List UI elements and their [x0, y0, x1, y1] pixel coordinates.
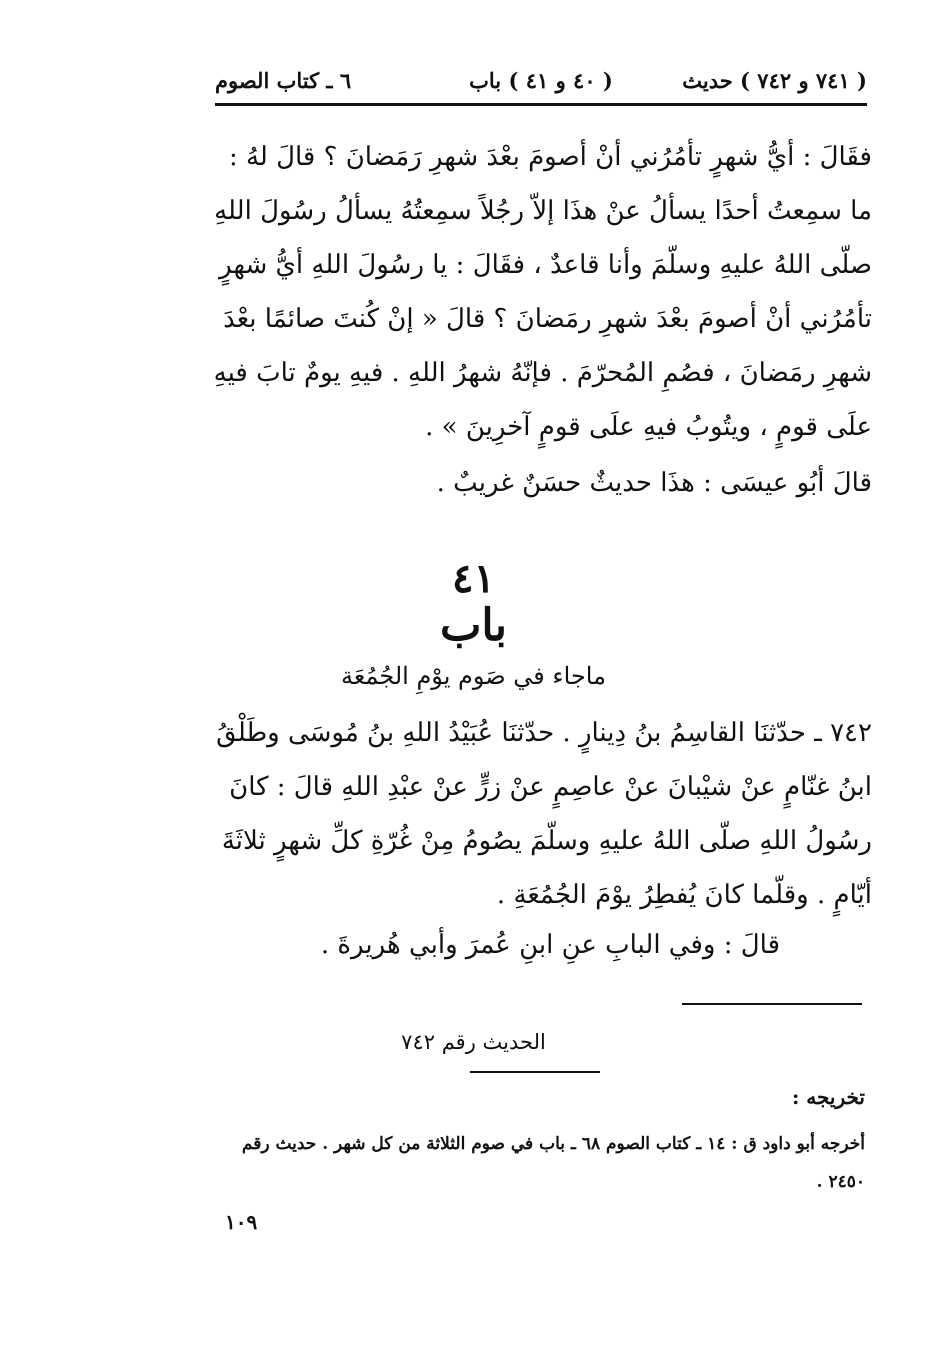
hadith-passage-742: ٧٤٢ ـ حدّثنَا القاسِمُ بنُ دِينارٍ . حدّثنَا عُبَيْدُ اللهِ بنُ مُوسَى وطَلْقُ ابنُ غنّامٍ عنْ شيْبانَ عنْ عاصِمٍ عنْ زرٍّ عنْ عبْدِ اللهِ قالَ : كانَ رسُولُ اللهِ صلّى اللهُ عليهِ وسلّمَ يصُومُ مِنْ غُرّةِ كلِّ شهرٍ ثلاثَةَ أيّامٍ . وقلّما كانَ يُفطِرُ يوْمَ الجُمُعَةِ .	[216, 718, 872, 910]
hadith-passage-741: فقَالَ : أيُّ شهرٍ تأمُرُني أنْ أصومَ بعْدَ شهرِ رَمَضانَ ؟ قالَ لهُ : ما سمِعتُ أحدًا يسألُ عنْ هذَا إلاّ رجُلاً سمِعتُهُ يسألُ رسُولَ اللهِ صلّى اللهُ عليهِ وسلّمَ وأنا قاعدٌ ، فقَالَ : يا رسُولَ اللهِ أيُّ شهرٍ تأمُرُني أنْ أصومَ بعْدَ شهرِ رمَضانَ ؟ قالَ « إنْ كُنتَ صائمًا بعْدَ شهرِ رمَضانَ ، فصُمِ المُحرّمَ . فإنّهُ شهرُ اللهِ . فيهِ يومٌ تابَ فيهِ علَى قومٍ ، ويتُوبُ فيهِ علَى قومٍ آخرِينَ » .	[213, 142, 872, 442]
footnote-heading-underline	[470, 1071, 600, 1073]
header-book-title: ٦ ـ كتاب الصوم	[215, 67, 352, 93]
abu-isa-comment: قالَ أبُو عيسَى : هذَا حديثٌ حسَنٌ غريبٌ .	[436, 468, 872, 498]
header-rule	[215, 103, 867, 106]
footnote-separator	[682, 1003, 862, 1005]
takhrij-label: تخريجه :	[791, 1085, 865, 1109]
chapter-title: ماجاء في صَوم يوْمِ الجُمُعَة	[341, 662, 606, 690]
chapter-references-note: قالَ : وفي البابِ عنِ ابنِ عُمرَ وأبي هُريرةَ .	[320, 930, 780, 960]
running-header	[215, 60, 867, 100]
header-chapter-range: ( ٤٠ و ٤١ ) باب	[469, 67, 613, 93]
footnote-heading: الحديث رقم ٧٤٢	[401, 1030, 546, 1054]
chapter-label: باب	[439, 600, 508, 651]
page-number: ١٠٩	[225, 1210, 258, 1234]
takhrij-text: أخرجه أبو داود ق : ١٤ ـ كتاب الصوم ٦٨ ـ باب في صوم الثلاثة من كل شهر . حديث رقم ٢٤٥٠ .	[241, 1134, 865, 1192]
header-hadith-range: ( ٧٤١ و ٧٤٢ ) حديث	[682, 67, 867, 93]
chapter-number: ٤١	[452, 555, 495, 602]
